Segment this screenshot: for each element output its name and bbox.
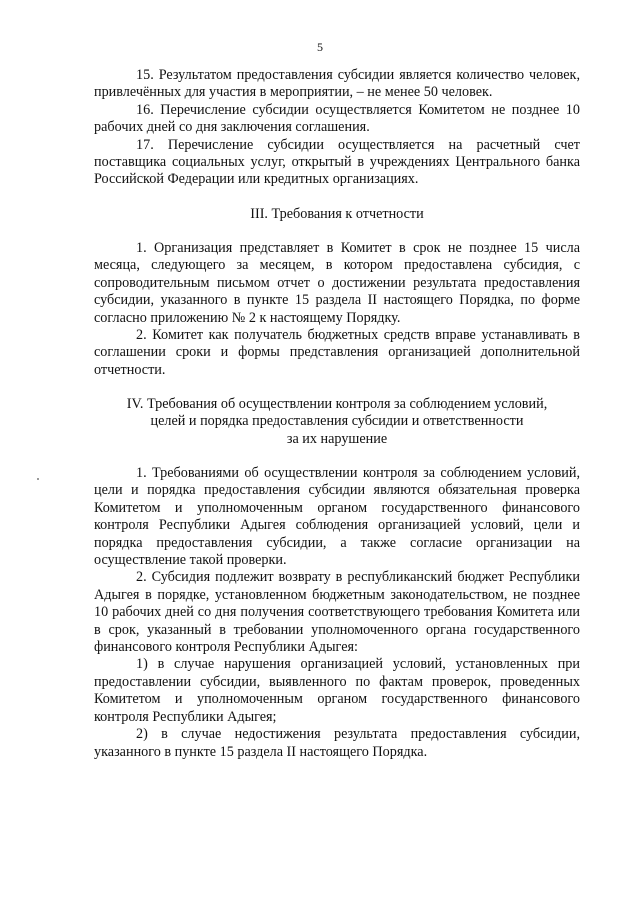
paragraph-17: 17. Перечисление субсидии осуществляется на расчетный счет поставщика социальных услуг, открытый в учреждениях Центрального банка Российской Федерации или кредитных организациях. (94, 136, 580, 188)
section-4-subitem-2: 2) в случае недостижения результата предоставления субсидии, указанного в пункте 15 раздела II настоящего Порядка. (94, 726, 580, 760)
section-4-heading-block (94, 396, 580, 448)
section-3-heading-block (94, 206, 580, 223)
section-3-paragraph-1: 1. Организация представляет в Комитет в срок не позднее 15 числа месяца, следующего за месяцем, в котором предоставлена субсидия, с сопроводительным письмом отчет о достижении результата предоставления субсидии, указанного в пункте 15 раздела II настоящего Порядка, по форме согласно приложению № 2 к настоящему Порядку. (94, 240, 580, 326)
page-number: 5 (317, 40, 323, 54)
section-4-subitem-1: 1) в случае нарушения организацией условий, установленных при предоставлении субсидии, выявленного по фактам проверок, проведенных Комитетом и уполномоченным органом государственного финансового контроля Республики Адыгея; (94, 656, 580, 725)
section-4-heading-line-2: целей и порядка предоставления субсидии и ответственности (150, 413, 524, 430)
section-4-heading-line-1: IV. Требования об осуществлении контроля за соблюдением условий, (126, 396, 548, 412)
section-4-paragraph-1: 1. Требованиями об осуществлении контроля за соблюдением условий, цели и порядка предоставления субсидии являются обязательная проверка Комитетом и уполномоченным органом государственного финансового контроля Республики Адыгея соблюдения организацией условий, цели и порядка предоставления субсидии, а также согласие организации на осуществление такой проверки. (94, 465, 580, 569)
paragraph-16: 16. Перечисление субсидии осуществляется Комитетом не позднее 10 рабочих дней со дня заключения соглашения. (94, 101, 580, 136)
section-4-heading-line-3: за их нарушение (286, 430, 388, 447)
section-4-body (94, 465, 580, 761)
section-3-body (94, 240, 580, 379)
section-3-heading: III. Требования к отчетности (250, 206, 424, 222)
section-4-paragraph-2: 2. Субсидия подлежит возврату в республиканский бюджет Республики Адыгея в порядке, установленном бюджетным законодательством, не позднее 10 рабочих дней со дня получения соответствующего требования Комитета или в срок, указанный в требовании уполномоченного органа государственного финансового контроля Республики Адыгея: (94, 569, 580, 656)
section-3-paragraph-2: 2. Комитет как получатель бюджетных средств вправе устанавливать в соглашении сроки и формы представления организацией дополнительной отчетности. (94, 327, 580, 378)
paragraph-15: 15. Результатом предоставления субсидии является количество человек, привлечённых для участия в мероприятии, – не менее 50 человек. (94, 67, 580, 101)
scan-dot (37, 478, 39, 480)
section-2-tail (94, 67, 580, 189)
